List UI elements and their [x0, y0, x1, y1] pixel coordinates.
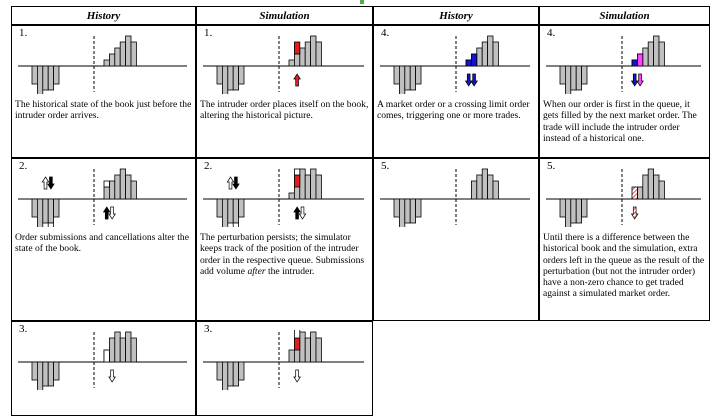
queue-bar: [300, 169, 305, 199]
queue-bar: [289, 193, 294, 199]
queue-bar: [488, 36, 493, 66]
step-cell-hist-2: [11, 158, 196, 321]
queue-bar: [316, 338, 321, 362]
queue-bar: [37, 199, 42, 227]
step-caption: [200, 232, 369, 277]
queue-bar: [482, 42, 487, 66]
arrow-down-icon: [471, 74, 477, 86]
queue-bar: [126, 175, 131, 199]
queue-bar: [48, 199, 53, 223]
caption-text: The intruder order places itself on the book, altering the historical picture.: [200, 99, 369, 122]
order-overlay: [632, 187, 637, 199]
queue-bar: [289, 350, 294, 362]
order-book-diagram: [374, 34, 538, 94]
queue-bar: [576, 199, 581, 223]
order-overlay: [48, 223, 53, 227]
step-caption: [15, 232, 192, 255]
queue-bar: [560, 66, 565, 84]
queue-bar: [228, 362, 233, 386]
column-header-simulation: Simulation: [196, 6, 373, 25]
queue-bar: [659, 181, 664, 199]
order-overlay: [294, 169, 299, 175]
caption-text: The perturbation persists; the simulator keeps track of the position of the intruder order in the respective queue. Submissions add volume: [200, 232, 365, 277]
queue-bar: [405, 66, 410, 90]
order-overlay: [294, 175, 299, 187]
order-book-diagram: [12, 330, 195, 390]
order-book-diagram: [12, 167, 195, 227]
queue-bar: [643, 175, 648, 199]
queue-bar: [300, 332, 305, 362]
queue-bar: [233, 66, 238, 90]
step-caption: [543, 99, 706, 144]
queue-bar: [294, 54, 299, 66]
queue-bar: [565, 199, 570, 227]
order-overlay: [104, 350, 109, 362]
queue-bar: [311, 169, 316, 199]
queue-bar: [394, 66, 399, 84]
queue-bar: [654, 36, 659, 66]
step-caption: [200, 99, 369, 122]
queue-bar: [228, 66, 233, 90]
selection-marker: [360, 0, 364, 4]
arrow-up-icon: [294, 74, 300, 86]
step-cell-hist-3: [11, 321, 196, 416]
queue-bar: [405, 199, 410, 223]
queue-bar: [416, 199, 421, 217]
arrow-up-icon: [227, 177, 233, 189]
caption-text: When our order is first in the queue, it gets filled by the next market order. The trade will include the intruder order instead of a historical one.: [543, 99, 697, 144]
column-header-history: History: [373, 6, 539, 25]
step-number: 4.: [381, 27, 390, 39]
arrow-up-icon: [104, 207, 110, 219]
arrow-down-icon: [632, 207, 638, 219]
queue-bar: [37, 66, 42, 94]
queue-bar: [233, 362, 238, 386]
step-caption: [543, 232, 706, 300]
comparison-table: [11, 6, 710, 416]
caption-text: the intruder.: [265, 265, 315, 277]
queue-bar: [131, 338, 136, 362]
queue-bar: [54, 199, 59, 217]
arrow-down-icon: [109, 207, 115, 219]
arrow-down-icon: [48, 177, 54, 189]
queue-bar: [37, 362, 42, 390]
order-overlay: [471, 54, 476, 66]
queue-bar: [477, 48, 482, 66]
queue-bar: [43, 199, 48, 223]
queue-bar: [48, 66, 53, 90]
queue-bar: [582, 199, 587, 217]
order-overlay: [294, 338, 299, 350]
queue-bar: [131, 42, 136, 66]
queue-bar: [239, 362, 244, 380]
queue-bar: [126, 36, 131, 66]
queue-bar: [305, 42, 310, 66]
step-number: 2.: [19, 160, 28, 172]
queue-bar: [222, 199, 227, 227]
queue-bar: [582, 66, 587, 84]
column-header-history: History: [11, 6, 196, 25]
caption-emphasis: after: [247, 265, 266, 277]
queue-bar: [493, 42, 498, 66]
queue-bar: [228, 199, 233, 223]
order-book-diagram: [374, 167, 538, 227]
queue-bar: [217, 362, 222, 380]
order-overlay: [466, 60, 471, 66]
order-book-diagram: [540, 167, 709, 227]
queue-bar: [311, 332, 316, 362]
queue-bar: [115, 175, 120, 199]
queue-bar: [109, 54, 114, 66]
queue-bar: [316, 175, 321, 199]
step-cell-hist-5: [373, 158, 539, 321]
queue-bar: [410, 199, 415, 223]
queue-bar: [233, 199, 238, 223]
step-caption: [15, 99, 192, 122]
arrow-up-icon: [294, 207, 300, 219]
caption-text: The historical state of the book just before the intruder order arrives.: [15, 99, 192, 122]
order-overlay: [632, 60, 637, 66]
queue-bar: [54, 66, 59, 84]
step-number: 3.: [204, 323, 213, 335]
queue-bar: [289, 60, 294, 66]
queue-bar: [120, 42, 125, 66]
queue-bar: [32, 66, 37, 84]
step-number: 3.: [19, 323, 28, 335]
arrow-down-icon: [294, 370, 300, 382]
queue-bar: [109, 181, 114, 199]
arrow-down-icon: [299, 207, 305, 219]
arrow-down-icon: [637, 74, 643, 86]
queue-bar: [120, 169, 125, 199]
queue-bar: [305, 175, 310, 199]
order-overlay: [637, 54, 642, 66]
order-book-diagram: [197, 330, 372, 390]
step-caption: [377, 99, 535, 122]
queue-bar: [43, 362, 48, 386]
queue-bar: [637, 187, 642, 199]
queue-bar: [217, 66, 222, 84]
caption-text: Until there is a difference between the historical book and the simulation, extra orders left in the queue as the result of the perturbation (but not the intruder order) have a non-zero chance to get traded against a simulated market order.: [543, 232, 705, 300]
queue-bar: [482, 169, 487, 199]
arrow-down-icon: [233, 177, 239, 189]
queue-bar: [222, 362, 227, 390]
queue-bar: [571, 66, 576, 90]
order-book-diagram: [197, 34, 372, 94]
order-book-diagram: [197, 167, 372, 227]
arrow-down-icon: [632, 74, 638, 86]
step-number: 1.: [19, 27, 28, 39]
step-cell-sim-2: [196, 158, 373, 321]
order-overlay: [233, 223, 238, 227]
queue-bar: [115, 48, 120, 66]
queue-bar: [576, 66, 581, 90]
step-number: 1.: [204, 27, 213, 39]
queue-bar: [571, 199, 576, 223]
caption-text: Order submissions and cancellations alter the state of the book.: [15, 232, 189, 255]
step-cell-sim-1: [196, 25, 373, 158]
queue-bar: [648, 42, 653, 66]
queue-bar: [311, 36, 316, 66]
queue-bar: [399, 66, 404, 94]
step-number: 2.: [204, 160, 213, 172]
queue-bar: [217, 199, 222, 217]
step-number: 5.: [381, 160, 390, 172]
order-overlay: [294, 330, 299, 338]
order-book-diagram: [12, 34, 195, 94]
queue-bar: [109, 338, 114, 362]
queue-bar: [115, 332, 120, 362]
queue-bar: [222, 66, 227, 94]
step-cell-sim-3: [196, 321, 373, 416]
queue-bar: [565, 66, 570, 94]
queue-bar: [131, 181, 136, 199]
queue-bar: [394, 199, 399, 217]
queue-bar: [305, 338, 310, 362]
queue-bar: [32, 199, 37, 217]
arrow-up-icon: [42, 177, 48, 189]
queue-bar: [643, 48, 648, 66]
step-cell-hist-1: [11, 25, 196, 158]
order-overlay: [294, 42, 299, 54]
arrow-down-icon: [466, 74, 472, 86]
queue-bar: [104, 187, 109, 199]
queue-bar: [48, 362, 53, 386]
step-number: 4.: [547, 27, 556, 39]
queue-bar: [410, 66, 415, 90]
order-book-diagram: [540, 34, 709, 94]
queue-bar: [32, 362, 37, 380]
queue-bar: [239, 199, 244, 217]
queue-bar: [120, 338, 125, 362]
queue-bar: [648, 169, 653, 199]
queue-bar: [54, 362, 59, 380]
queue-bar: [104, 60, 109, 66]
queue-bar: [300, 48, 305, 66]
arrow-down-icon: [109, 370, 115, 382]
step-cell-hist-4: [373, 25, 539, 158]
queue-bar: [43, 66, 48, 90]
queue-bar: [488, 175, 493, 199]
queue-bar: [477, 175, 482, 199]
queue-bar: [126, 332, 131, 362]
step-number: 5.: [547, 160, 556, 172]
queue-bar: [659, 42, 664, 66]
caption-text: A market order or a crossing limit order comes, triggering one or more trades.: [377, 99, 530, 122]
queue-bar: [399, 199, 404, 227]
queue-bar: [654, 175, 659, 199]
queue-bar: [471, 181, 476, 199]
step-cell-sim-4: [539, 25, 710, 158]
step-cell-sim-5: [539, 158, 710, 321]
queue-bar: [493, 181, 498, 199]
queue-bar: [316, 42, 321, 66]
column-header-simulation: Simulation: [539, 6, 710, 25]
queue-bar: [560, 199, 565, 217]
queue-bar: [239, 66, 244, 84]
queue-bar: [416, 66, 421, 84]
order-overlay: [104, 181, 109, 187]
